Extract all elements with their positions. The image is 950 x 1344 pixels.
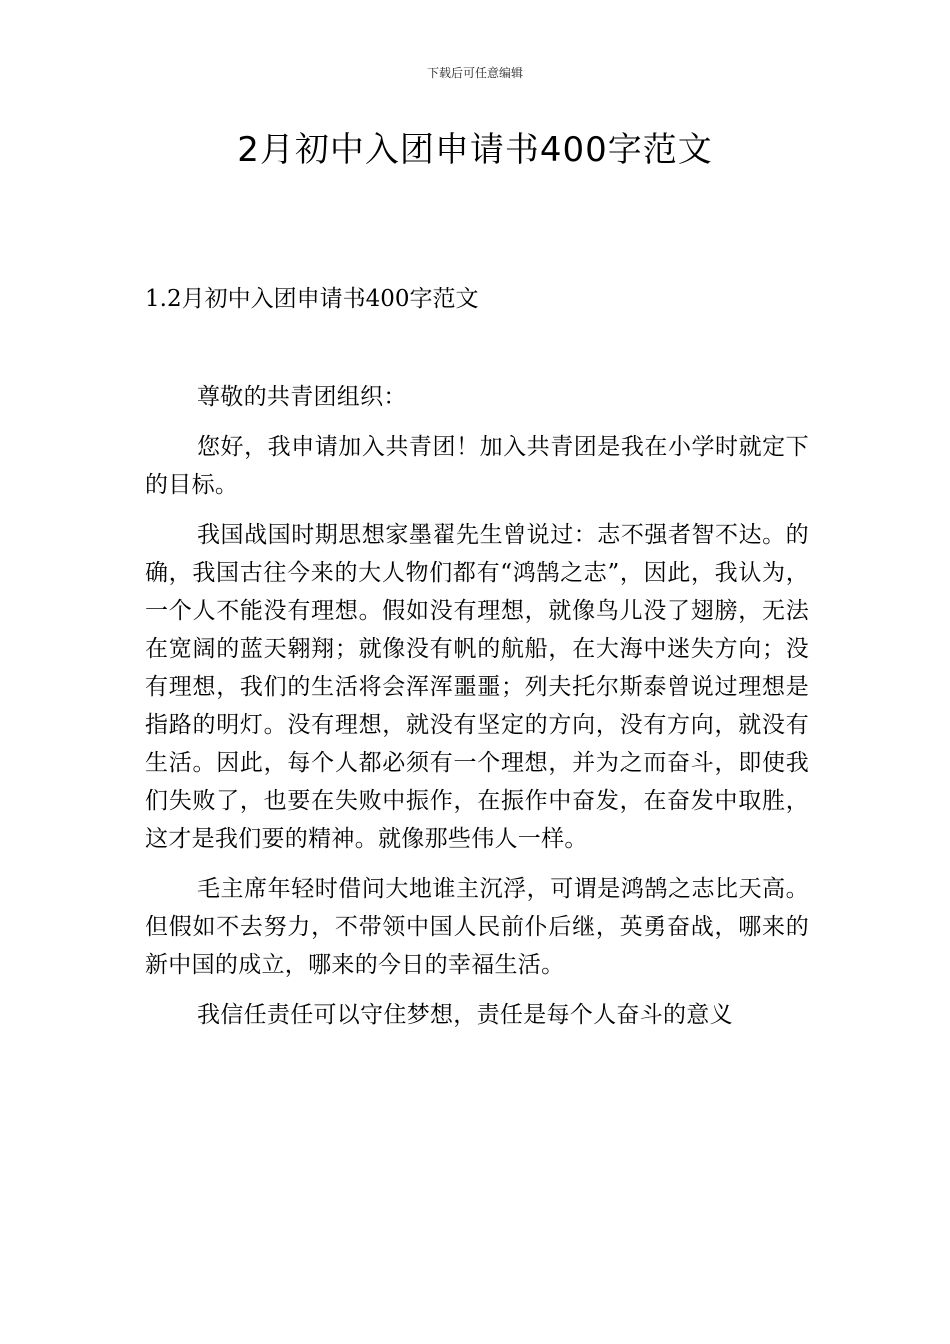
- body-text: [145, 378, 809, 1046]
- document-title: 2月初中入团申请书400字范文: [237, 130, 713, 170]
- salutation-paragraph: 尊敬的共青团组织：: [197, 384, 407, 410]
- body-paragraph: 我信任责任可以守住梦想，责任是每个人奋斗的意义: [197, 1002, 733, 1028]
- section-heading: 1.2月初中入团申请书400字范文: [145, 286, 479, 312]
- header-note: 下载后可任意编辑: [426, 66, 523, 80]
- body-paragraph: 毛主席年轻时借问大地谁主沉浮，可谓是鸿鹄之志比天高。但假如不去努力，不带领中国人民前仆后继，英勇奋战，哪来的新中国的成立，哪来的今日的幸福生活。: [145, 876, 809, 978]
- body-paragraph: 我国战国时期思想家墨翟先生曾说过：志不强者智不达。的确，我国古往今来的大人物们都有“鸿鹄之志”，因此，我认为，一个人不能没有理想。假如没有理想，就像鸟儿没了翅膀，无法在宽阔的蓝天翱翔；就像没有帆的航船，在大海中迷失方向；没有理想，我们的生活将会浑浑噩噩；列夫托尔斯泰曾说过理想是指路的明灯。没有理想，就没有坚定的方向，没有方向，就没有生活。因此，每个人都必须有一个理想，并为之而奋斗，即使我们失败了，也要在失败中振作，在振作中奋发，在奋发中取胜，这才是我们要的精神。就像那些伟人一样。: [145, 522, 809, 852]
- body-paragraph: 您好，我申请加入共青团！加入共青团是我在小学时就定下的目标。: [145, 434, 809, 498]
